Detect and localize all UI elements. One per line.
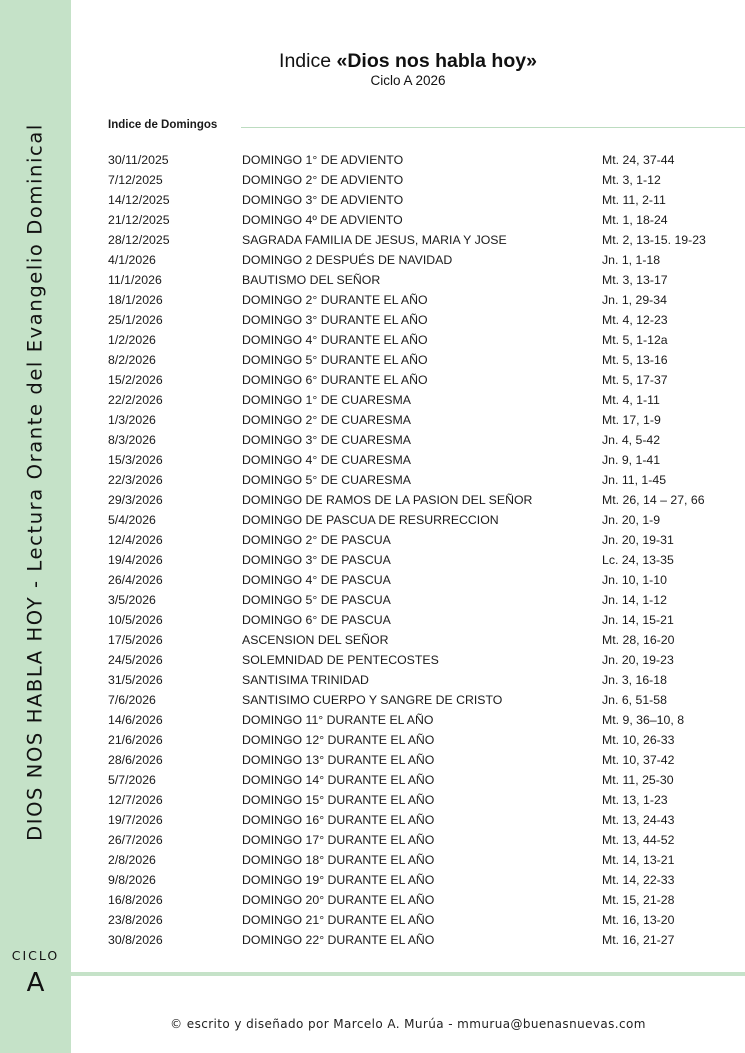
row-gospel-reference: Jn. 14, 1-12 bbox=[602, 593, 667, 607]
row-gospel-reference: Mt. 26, 14 – 27, 66 bbox=[602, 493, 705, 507]
row-date: 9/8/2026 bbox=[108, 873, 156, 887]
row-gospel-reference: Mt. 3, 1-12 bbox=[602, 173, 661, 187]
page-title-plain: Indice bbox=[279, 50, 337, 72]
row-date: 21/6/2026 bbox=[108, 733, 163, 747]
row-sunday-name: SOLEMNIDAD DE PENTECOSTES bbox=[242, 653, 439, 667]
row-gospel-reference: Jn. 20, 19-23 bbox=[602, 653, 674, 667]
row-gospel-reference: Mt. 9, 36–10, 8 bbox=[602, 713, 685, 727]
row-gospel-reference: Mt. 10, 37-42 bbox=[602, 753, 675, 767]
row-sunday-name: DOMINGO 13° DURANTE EL AÑO bbox=[242, 753, 435, 767]
row-gospel-reference: Mt. 5, 1-12a bbox=[602, 333, 668, 347]
row-gospel-reference: Mt. 11, 2-11 bbox=[602, 193, 666, 207]
row-date: 28/6/2026 bbox=[108, 753, 163, 767]
row-date: 28/12/2025 bbox=[108, 233, 170, 247]
row-gospel-reference: Mt. 11, 25-30 bbox=[602, 773, 674, 787]
row-sunday-name: DOMINGO 3° DE ADVIENTO bbox=[242, 193, 404, 207]
row-sunday-name: DOMINGO 4° DE PASCUA bbox=[242, 573, 391, 587]
row-gospel-reference: Jn. 20, 1-9 bbox=[602, 513, 661, 527]
row-date: 3/5/2026 bbox=[108, 593, 156, 607]
row-sunday-name: DOMINGO 6° DURANTE EL AÑO bbox=[242, 373, 428, 387]
row-sunday-name: DOMINGO 15° DURANTE EL AÑO bbox=[242, 793, 435, 807]
row-sunday-name: DOMINGO 3° DE PASCUA bbox=[242, 553, 391, 567]
row-gospel-reference: Mt. 1, 18-24 bbox=[602, 213, 668, 227]
row-gospel-reference: Jn. 11, 1-45 bbox=[602, 473, 667, 487]
row-date: 21/12/2025 bbox=[108, 213, 170, 227]
row-gospel-reference: Jn. 10, 1-10 bbox=[602, 573, 667, 587]
row-date: 22/3/2026 bbox=[108, 473, 163, 487]
row-date: 15/2/2026 bbox=[108, 373, 163, 387]
row-sunday-name: DOMINGO 4º DE ADVIENTO bbox=[242, 213, 403, 227]
row-gospel-reference: Mt. 10, 26-33 bbox=[602, 733, 675, 747]
row-sunday-name: DOMINGO 21° DURANTE EL AÑO bbox=[242, 913, 435, 927]
row-date: 7/12/2025 bbox=[108, 173, 163, 187]
row-sunday-name: DOMINGO 2° DE CUARESMA bbox=[242, 413, 411, 427]
row-sunday-name: DOMINGO 12° DURANTE EL AÑO bbox=[242, 733, 435, 747]
row-sunday-name: DOMINGO 11° DURANTE EL AÑO bbox=[242, 713, 434, 727]
row-sunday-name: DOMINGO 20° DURANTE EL AÑO bbox=[242, 893, 435, 907]
row-date: 1/3/2026 bbox=[108, 413, 156, 427]
row-date: 15/3/2026 bbox=[108, 453, 163, 467]
row-date: 14/12/2025 bbox=[108, 193, 170, 207]
ciclo-letter: A bbox=[26, 968, 45, 998]
row-gospel-reference: Mt. 13, 24-43 bbox=[602, 813, 675, 827]
row-date: 31/5/2026 bbox=[108, 673, 163, 687]
row-gospel-reference: Mt. 28, 16-20 bbox=[602, 633, 675, 647]
row-sunday-name: DOMINGO 3° DURANTE EL AÑO bbox=[242, 313, 428, 327]
row-gospel-reference: Jn. 9, 1-41 bbox=[602, 453, 661, 467]
ciclo-label: CICLO bbox=[11, 948, 60, 963]
row-date: 7/6/2026 bbox=[108, 693, 156, 707]
page-title bbox=[71, 50, 745, 73]
row-date: 1/2/2026 bbox=[108, 333, 156, 347]
bottom-divider bbox=[71, 972, 745, 976]
row-sunday-name: DOMINGO 16° DURANTE EL AÑO bbox=[242, 813, 435, 827]
row-gospel-reference: Jn. 14, 15-21 bbox=[602, 613, 674, 627]
row-sunday-name: DOMINGO 19° DURANTE EL AÑO bbox=[242, 873, 435, 887]
row-gospel-reference: Mt. 14, 22-33 bbox=[602, 873, 675, 887]
row-date: 25/1/2026 bbox=[108, 313, 163, 327]
row-gospel-reference: Jn. 1, 1-18 bbox=[602, 253, 661, 267]
row-gospel-reference: Mt. 4, 12-23 bbox=[602, 313, 668, 327]
section-divider bbox=[241, 127, 745, 128]
row-sunday-name: DOMINGO 2° DE ADVIENTO bbox=[242, 173, 404, 187]
row-date: 8/2/2026 bbox=[108, 353, 156, 367]
row-gospel-reference: Mt. 5, 17-37 bbox=[602, 373, 668, 387]
row-gospel-reference: Mt. 4, 1-11 bbox=[602, 393, 660, 407]
row-sunday-name: DOMINGO 2° DURANTE EL AÑO bbox=[242, 293, 428, 307]
row-date: 22/2/2026 bbox=[108, 393, 163, 407]
row-gospel-reference: Mt. 3, 13-17 bbox=[602, 273, 668, 287]
row-gospel-reference: Jn. 20, 19-31 bbox=[602, 533, 674, 547]
footer-credit: © escrito y diseñado por Marcelo A. Murúa - mmurua@buenasnuevas.com bbox=[170, 1017, 646, 1031]
row-sunday-name: SAGRADA FAMILIA DE JESUS, MARIA Y JOSE bbox=[242, 233, 507, 247]
row-sunday-name: ASCENSION DEL SEÑOR bbox=[242, 633, 389, 647]
row-date: 24/5/2026 bbox=[108, 653, 163, 667]
row-gospel-reference: Mt. 13, 44-52 bbox=[602, 833, 675, 847]
row-sunday-name: DOMINGO 2° DE PASCUA bbox=[242, 533, 391, 547]
row-sunday-name: DOMINGO DE RAMOS DE LA PASION DEL SEÑOR bbox=[242, 493, 533, 507]
row-date: 12/7/2026 bbox=[108, 793, 163, 807]
row-sunday-name: DOMINGO 3° DE CUARESMA bbox=[242, 433, 411, 447]
row-date: 19/4/2026 bbox=[108, 553, 163, 567]
row-gospel-reference: Mt. 5, 13-16 bbox=[602, 353, 668, 367]
row-sunday-name: DOMINGO 1° DE CUARESMA bbox=[242, 393, 411, 407]
row-date: 30/8/2026 bbox=[108, 933, 163, 947]
row-sunday-name: DOMINGO 5° DE PASCUA bbox=[242, 593, 391, 607]
row-date: 12/4/2026 bbox=[108, 533, 163, 547]
row-gospel-reference: Mt. 2, 13-15. 19-23 bbox=[602, 233, 706, 247]
row-gospel-reference: Mt. 15, 21-28 bbox=[602, 893, 675, 907]
row-date: 26/4/2026 bbox=[108, 573, 163, 587]
row-sunday-name: DOMINGO 6° DE PASCUA bbox=[242, 613, 391, 627]
row-gospel-reference: Mt. 13, 1-23 bbox=[602, 793, 668, 807]
row-sunday-name: DOMINGO 1° DE ADVIENTO bbox=[242, 153, 404, 167]
row-sunday-name: DOMINGO 18° DURANTE EL AÑO bbox=[242, 853, 435, 867]
row-date: 16/8/2026 bbox=[108, 893, 163, 907]
row-date: 17/5/2026 bbox=[108, 633, 163, 647]
row-sunday-name: DOMINGO DE PASCUA DE RESURRECCION bbox=[242, 513, 499, 527]
row-date: 14/6/2026 bbox=[108, 713, 163, 727]
row-date: 5/7/2026 bbox=[108, 773, 156, 787]
row-date: 29/3/2026 bbox=[108, 493, 163, 507]
row-sunday-name: DOMINGO 5° DE CUARESMA bbox=[242, 473, 411, 487]
row-date: 4/1/2026 bbox=[108, 253, 156, 267]
row-date: 23/8/2026 bbox=[108, 913, 163, 927]
row-gospel-reference: Mt. 17, 1-9 bbox=[602, 413, 661, 427]
row-date: 19/7/2026 bbox=[108, 813, 163, 827]
row-date: 18/1/2026 bbox=[108, 293, 163, 307]
row-sunday-name: SANTISIMA TRINIDAD bbox=[242, 673, 369, 687]
row-sunday-name: SANTISIMO CUERPO Y SANGRE DE CRISTO bbox=[242, 693, 503, 707]
row-date: 2/8/2026 bbox=[108, 853, 156, 867]
row-gospel-reference: Mt. 14, 13-21 bbox=[602, 853, 675, 867]
row-gospel-reference: Jn. 6, 51-58 bbox=[602, 693, 667, 707]
row-date: 5/4/2026 bbox=[108, 513, 156, 527]
row-date: 30/11/2025 bbox=[108, 153, 169, 167]
row-sunday-name: DOMINGO 22° DURANTE EL AÑO bbox=[242, 933, 435, 947]
row-date: 8/3/2026 bbox=[108, 433, 156, 447]
row-gospel-reference: Mt. 24, 37-44 bbox=[602, 153, 675, 167]
row-sunday-name: DOMINGO 4° DURANTE EL AÑO bbox=[242, 333, 428, 347]
sidebar-band bbox=[0, 0, 71, 1053]
row-sunday-name: DOMINGO 4° DE CUARESMA bbox=[242, 453, 411, 467]
row-sunday-name: DOMINGO 5° DURANTE EL AÑO bbox=[242, 353, 428, 367]
row-sunday-name: DOMINGO 2 DESPUÉS DE NAVIDAD bbox=[242, 253, 453, 267]
row-date: 11/1/2026 bbox=[108, 273, 162, 287]
row-gospel-reference: Jn. 1, 29-34 bbox=[602, 293, 667, 307]
row-gospel-reference: Jn. 3, 16-18 bbox=[602, 673, 667, 687]
sidebar-vertical-title: DIOS NOS HABLA HOY - Lectura Orante del Evangelio Dominical bbox=[23, 123, 47, 841]
row-sunday-name: DOMINGO 17° DURANTE EL AÑO bbox=[242, 833, 435, 847]
row-gospel-reference: Mt. 16, 21-27 bbox=[602, 933, 675, 947]
page-subtitle: Ciclo A 2026 bbox=[370, 73, 446, 88]
page-title-bold: «Dios nos habla hoy» bbox=[336, 50, 537, 72]
row-sunday-name: BAUTISMO DEL SEÑOR bbox=[242, 273, 381, 287]
row-date: 10/5/2026 bbox=[108, 613, 163, 627]
row-gospel-reference: Lc. 24, 13-35 bbox=[602, 553, 674, 567]
section-label: Indice de Domingos bbox=[108, 119, 218, 131]
row-date: 26/7/2026 bbox=[108, 833, 163, 847]
row-gospel-reference: Jn. 4, 5-42 bbox=[602, 433, 661, 447]
row-sunday-name: DOMINGO 14° DURANTE EL AÑO bbox=[242, 773, 435, 787]
row-gospel-reference: Mt. 16, 13-20 bbox=[602, 913, 675, 927]
